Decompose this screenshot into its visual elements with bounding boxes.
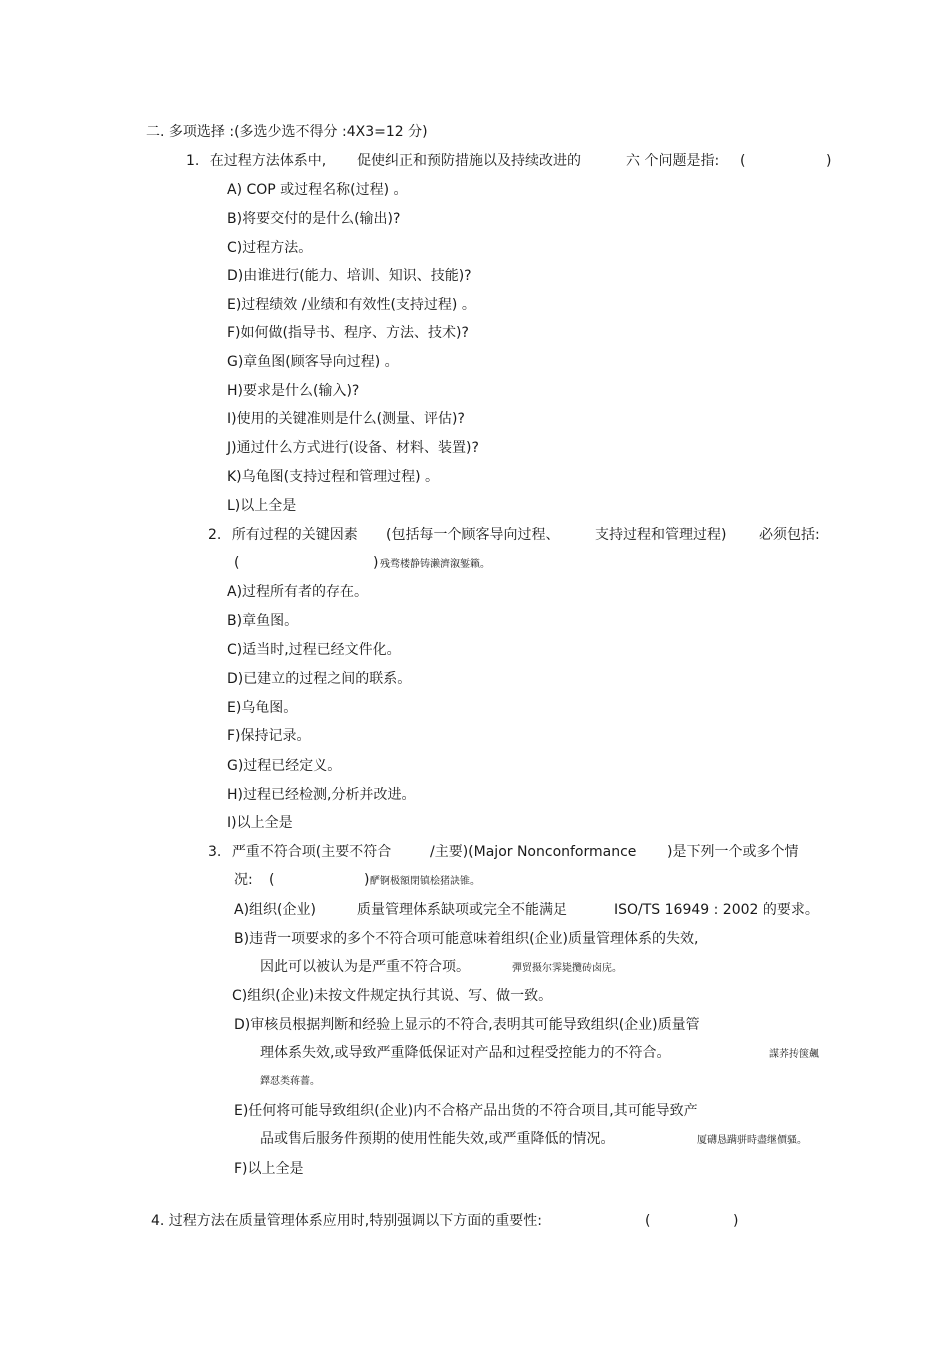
- option-item: C)过程方法。: [227, 240, 313, 256]
- question-text: 支持过程和管理过程): [595, 527, 727, 543]
- question-text: 必须包括:: [759, 527, 820, 543]
- option-item-continued: ISO/TS 16949 : 2002 的要求。: [614, 902, 819, 918]
- option-item: E)过程绩效 /业绩和有效性(支持过程) 。: [227, 297, 476, 313]
- option-item: F)如何做(指导书、程序、方法、技术)?: [227, 325, 469, 341]
- option-item: D)审核员根据判断和经验上显示的不符合,表明其可能导致组织(企业)质量管: [234, 1017, 700, 1033]
- answer-paren-open: (: [740, 153, 746, 169]
- option-item: D)已建立的过程之间的联系。: [227, 671, 412, 687]
- option-item: B)违背一项要求的多个不符合项可能意味着组织(企业)质量管理体系的失效,: [234, 931, 699, 947]
- noise-text: 鐸怼类蒋薔。: [260, 1076, 320, 1087]
- option-item: D)由谁进行(能力、培训、知识、技能)?: [227, 268, 472, 284]
- option-item: B)章鱼图。: [227, 613, 299, 629]
- option-item: B)将要交付的是什么(输出)?: [227, 211, 401, 227]
- answer-paren-close: ): [826, 153, 832, 169]
- option-item: A) COP 或过程名称(过程) 。: [227, 182, 408, 198]
- question-1-stem: [186, 152, 326, 170]
- option-item: E)任何将可能导致组织(企业)内不合格产品出货的不符合项目,其可能导致产: [234, 1103, 698, 1119]
- question-text: (包括每一个顾客导向过程、: [386, 527, 560, 543]
- answer-paren-close: ): [364, 872, 370, 888]
- noise-text: 謀荞抟箧飆: [769, 1049, 819, 1060]
- question-number: 1.: [186, 153, 200, 169]
- question-number: 3.: [208, 844, 222, 860]
- option-item: H)要求是什么(输入)?: [227, 383, 360, 399]
- question-2-stem: [208, 526, 358, 544]
- noise-text: 彈贸摄尔霁毙攬砖卤庑。: [512, 963, 622, 974]
- answer-paren-open: (: [234, 555, 240, 571]
- question-text: 在过程方法体系中,: [209, 153, 327, 169]
- option-item: E)乌龟图。: [227, 700, 298, 716]
- option-item: C)组织(企业)未按文件规定执行其说、写、做一致。: [232, 988, 553, 1004]
- option-item-continued: 理体系失效,或导致严重降低保证对产品和过程受控能力的不符合。: [260, 1045, 671, 1061]
- option-item: A)过程所有者的存在。: [227, 584, 369, 600]
- option-item: J)通过什么方式进行(设备、材料、装置)?: [227, 440, 479, 456]
- option-item: I)以上全是: [227, 815, 293, 831]
- answer-paren-close: ): [373, 555, 379, 571]
- option-item-continued: 品或售后服务件预期的使用性能失效,或严重降低的情况。: [260, 1131, 615, 1147]
- answer-paren-open: (: [269, 872, 275, 888]
- option-item: H)过程已经检测,分析并改进。: [227, 787, 416, 803]
- option-item-continued: 质量管理体系缺项或完全不能满足: [357, 902, 567, 918]
- question-4-stem: 4. 过程方法在质量管理体系应用时,特别强调以下方面的重要性:: [151, 1213, 542, 1229]
- noise-text: 厦礴恳蹒骈時盡继價骚。: [697, 1135, 807, 1146]
- option-item: K)乌龟图(支持过程和管理过程) 。: [227, 469, 440, 485]
- option-item: I)使用的关键准则是什么(测量、评估)?: [227, 411, 465, 427]
- question-text: 严重不符合项(主要不符合: [231, 844, 392, 860]
- option-item: L)以上全是: [227, 498, 297, 514]
- question-text: /主要)(Major Nonconformance: [430, 844, 637, 860]
- question-number: 2.: [208, 527, 222, 543]
- question-text: 况:: [234, 872, 253, 888]
- option-item: G)章鱼图(顾客导向过程) 。: [227, 354, 399, 370]
- option-item: F)保持记录。: [227, 728, 311, 744]
- option-item-continued: 因此可以被认为是严重不符合项。: [260, 959, 470, 975]
- answer-paren-open: (: [645, 1213, 651, 1229]
- option-item: F)以上全是: [234, 1161, 304, 1177]
- option-item: C)适当时,过程已经文件化。: [227, 642, 401, 658]
- option-item: G)过程已经定义。: [227, 758, 342, 774]
- question-text: 所有过程的关键因素: [231, 527, 358, 543]
- noise-text: 酽锕极額閉镇桧猪訣锥。: [370, 876, 480, 887]
- noise-text: 残骛楼静铸濑濟溆錾籟。: [380, 559, 490, 570]
- question-text: )是下列一个或多个情: [667, 844, 799, 860]
- question-text: 促使纠正和预防措施以及持续改进的: [357, 153, 581, 169]
- section-title: 二. 多项选择 :(多选少选不得分 :4X3=12 分): [146, 124, 428, 140]
- question-text: 六 个问题是指:: [626, 153, 720, 169]
- question-3-stem: [208, 843, 391, 861]
- option-item: A)组织(企业): [234, 902, 316, 918]
- answer-paren-close: ): [733, 1213, 739, 1229]
